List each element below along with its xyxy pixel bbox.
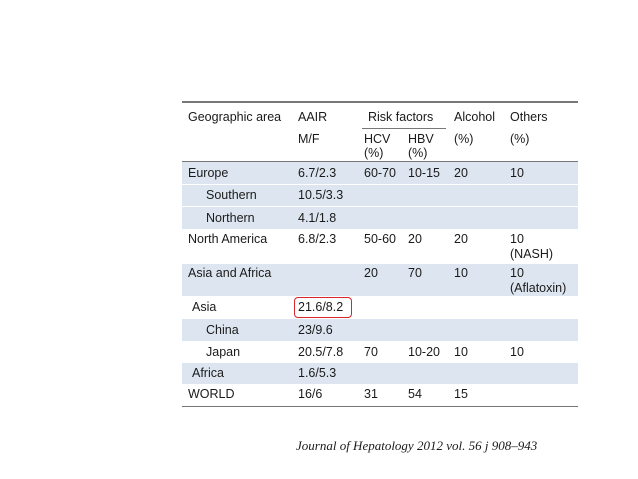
row-hbv: 54 [408,387,422,401]
risk-factors-underline [362,128,446,129]
row-area: Africa [192,366,224,380]
row-aair: 16/6 [298,387,323,401]
header-hcv: HCV [364,132,391,146]
row-area: Northern [206,211,255,225]
row-hbv: 10-20 [408,345,440,359]
header-others: Others [510,110,548,124]
row-hcv: 31 [364,387,378,401]
row-others: 10 [510,266,524,280]
row-area: Europe [188,166,229,180]
header-risk-factors: Risk factors [368,110,434,124]
row-alcohol: 10 [454,266,468,280]
row-aair: 1.6/5.3 [298,366,337,380]
table-row [182,319,578,341]
header-alcohol-sub: (%) [454,132,474,146]
row-hcv: 20 [364,266,378,280]
row-aair: 10.5/3.3 [298,188,344,202]
row-alcohol: 20 [454,232,468,246]
row-area: Southern [206,188,257,202]
row-others: 10 [510,166,524,180]
hcc-epidemiology-table [182,101,578,407]
row-hbv: 70 [408,266,422,280]
header-hbv: HBV [408,132,434,146]
row-hcv: 60-70 [364,166,396,180]
table-header [182,103,578,161]
table-row [182,229,578,264]
row-area: Japan [206,345,241,359]
row-hbv: 10-15 [408,166,440,180]
highlight-box [294,297,352,318]
table-row [182,296,578,319]
row-aair: 4.1/1.8 [298,211,337,225]
header-aair: AAIR [298,110,328,124]
table-bottom-rule [182,406,578,407]
table-row [182,264,578,296]
table-row [182,162,578,184]
row-hcv: 50-60 [364,232,396,246]
journal-citation: Journal of Hepatology 2012 vol. 56 j 908–943 [296,438,538,453]
row-others: 10 [510,345,524,359]
header-others-sub: (%) [510,132,530,146]
row-others: 10 [510,232,524,246]
row-hcv: 70 [364,345,378,359]
row-area: North America [188,232,268,246]
table-row [182,185,578,206]
header-aair-sub: M/F [298,132,320,146]
table-row [182,341,578,363]
row-area: China [206,323,239,337]
table-row [182,363,578,384]
row-aair: 21.6/8.2 [298,300,344,314]
row-others-note: (NASH) [510,247,554,261]
header-alcohol: Alcohol [454,110,495,124]
header-geographic-area: Geographic area [188,110,282,124]
header-hcv-sub: (%) [364,146,384,160]
table-row [182,207,578,229]
row-aair: 23/9.6 [298,323,333,337]
row-area: WORLD [188,387,235,401]
table-row [182,384,578,406]
row-aair: 6.8/2.3 [298,232,337,246]
row-alcohol: 15 [454,387,468,401]
row-aair: 6.7/2.3 [298,166,337,180]
row-alcohol: 10 [454,345,468,359]
row-area: Asia and Africa [188,266,272,280]
row-hbv: 20 [408,232,422,246]
row-area: Asia [192,300,217,314]
row-aair: 20.5/7.8 [298,345,344,359]
header-hbv-sub: (%) [408,146,428,160]
row-alcohol: 20 [454,166,468,180]
row-others-note: (Aflatoxin) [510,281,567,295]
